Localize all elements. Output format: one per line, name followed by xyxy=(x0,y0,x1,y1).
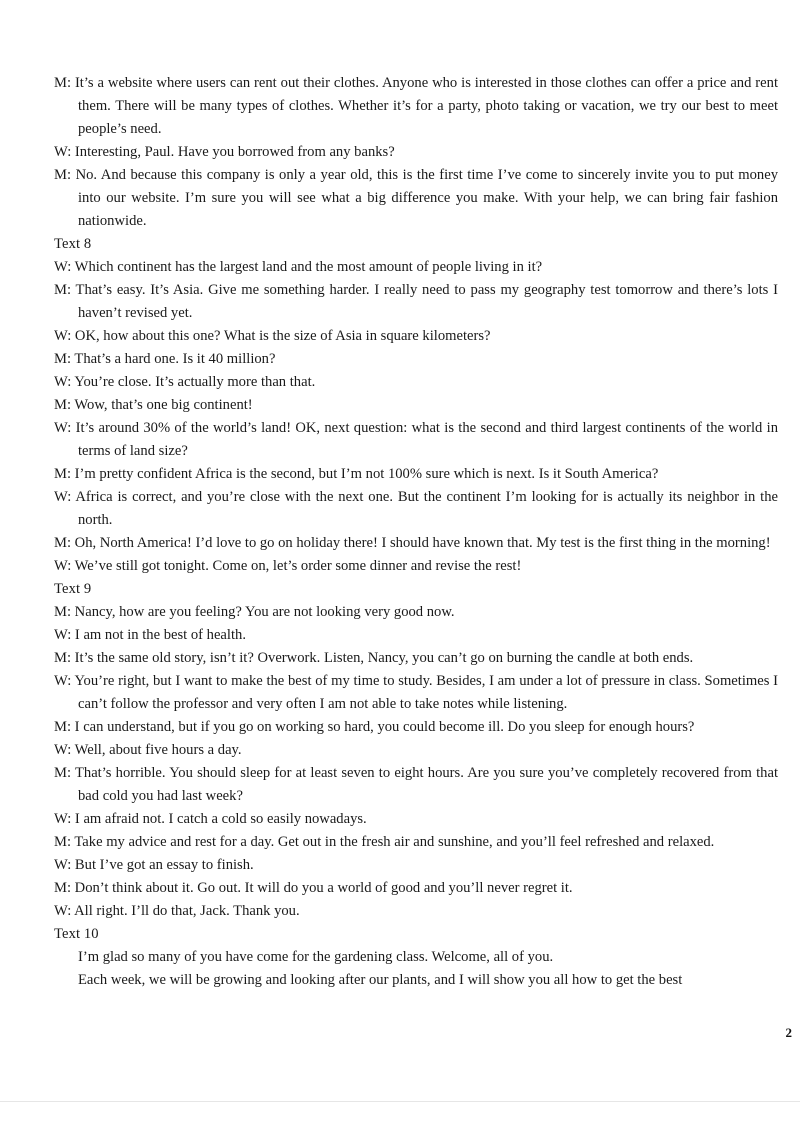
transcript-content xyxy=(54,72,778,992)
dialogue-line: M: No. And because this company is only a year old, this is the first time I’ve come to sincerely invite you to put money into our website. I’m sure you will see what a big difference you make. With your help, we can bring fair fashion nationwide. xyxy=(54,167,778,229)
dialogue-line: M: Oh, North America! I’d love to go on holiday there! I should have known that. My test is the first thing in the morning! xyxy=(54,535,771,551)
dialogue-line: W: Well, about five hours a day. xyxy=(54,742,242,758)
dialogue-line: W: You’re close. It’s actually more than that. xyxy=(54,374,316,390)
dialogue-line: M: I’m pretty confident Africa is the second, but I’m not 100% sure which is next. Is it South America? xyxy=(54,466,659,482)
dialogue-line: W: We’ve still got tonight. Come on, let’s order some dinner and revise the rest! xyxy=(54,558,522,574)
dialogue-line: M: I can understand, but if you go on working so hard, you could become ill. Do you sleep for enough hours? xyxy=(54,719,695,735)
section-heading-text-8: Text 8 xyxy=(54,236,92,252)
dialogue-line: M: Nancy, how are you feeling? You are not looking very good now. xyxy=(54,604,455,620)
page-bottom-divider xyxy=(0,1101,800,1102)
monologue-paragraph: I’m glad so many of you have come for the gardening class. Welcome, all of you. xyxy=(78,949,554,965)
dialogue-line: W: All right. I’ll do that, Jack. Thank you. xyxy=(54,903,300,919)
dialogue-line: W: Interesting, Paul. Have you borrowed from any banks? xyxy=(54,144,395,160)
dialogue-line: M: It’s the same old story, isn’t it? Overwork. Listen, Nancy, you can’t go on burning the candle at both ends. xyxy=(54,650,694,666)
dialogue-line: M: That’s horrible. You should sleep for at least seven to eight hours. Are you sure you’ve completely recovered from that bad cold you had last week? xyxy=(54,765,778,804)
dialogue-line: M: That’s a hard one. Is it 40 million? xyxy=(54,351,276,367)
dialogue-line: W: You’re right, but I want to make the best of my time to study. Besides, I am under a lot of pressure in class. Sometimes I can’t follow the professor and very often I am not able to take notes while listening. xyxy=(54,673,778,712)
dialogue-line: W: I am afraid not. I catch a cold so easily nowadays. xyxy=(54,811,367,827)
dialogue-line: M: Take my advice and rest for a day. Get out in the fresh air and sunshine, and you’ll feel refreshed and relaxed. xyxy=(54,834,715,850)
dialogue-line: W: Which continent has the largest land and the most amount of people living in it? xyxy=(54,259,543,275)
dialogue-line: M: Don’t think about it. Go out. It will do you a world of good and you’ll never regret it. xyxy=(54,880,573,896)
dialogue-line: W: OK, how about this one? What is the size of Asia in square kilometers? xyxy=(54,328,491,344)
dialogue-line: W: But I’ve got an essay to finish. xyxy=(54,857,254,873)
dialogue-line: W: Africa is correct, and you’re close with the next one. But the continent I’m looking for is actually its neighbor in the north. xyxy=(54,489,778,528)
section-heading-text-9: Text 9 xyxy=(54,581,92,597)
page-number: 2 xyxy=(785,1025,792,1040)
dialogue-line: W: I am not in the best of health. xyxy=(54,627,246,643)
monologue-paragraph: Each week, we will be growing and looking after our plants, and I will show you all how to get the best xyxy=(78,972,683,988)
dialogue-line: W: It’s around 30% of the world’s land! OK, next question: what is the second and third largest continents of the world in terms of land size? xyxy=(54,420,778,459)
dialogue-line: M: It’s a website where users can rent out their clothes. Anyone who is interested in those clothes can offer a price and rent them. There will be many types of clothes. Whether it’s for a party, photo taking or vacation, we try our best to meet people’s need. xyxy=(54,75,778,137)
section-heading-text-10: Text 10 xyxy=(54,926,99,942)
dialogue-line: M: Wow, that’s one big continent! xyxy=(54,397,253,413)
dialogue-line: M: That’s easy. It’s Asia. Give me something harder. I really need to pass my geography test tomorrow and there’s lots I haven’t revised yet. xyxy=(54,282,778,321)
